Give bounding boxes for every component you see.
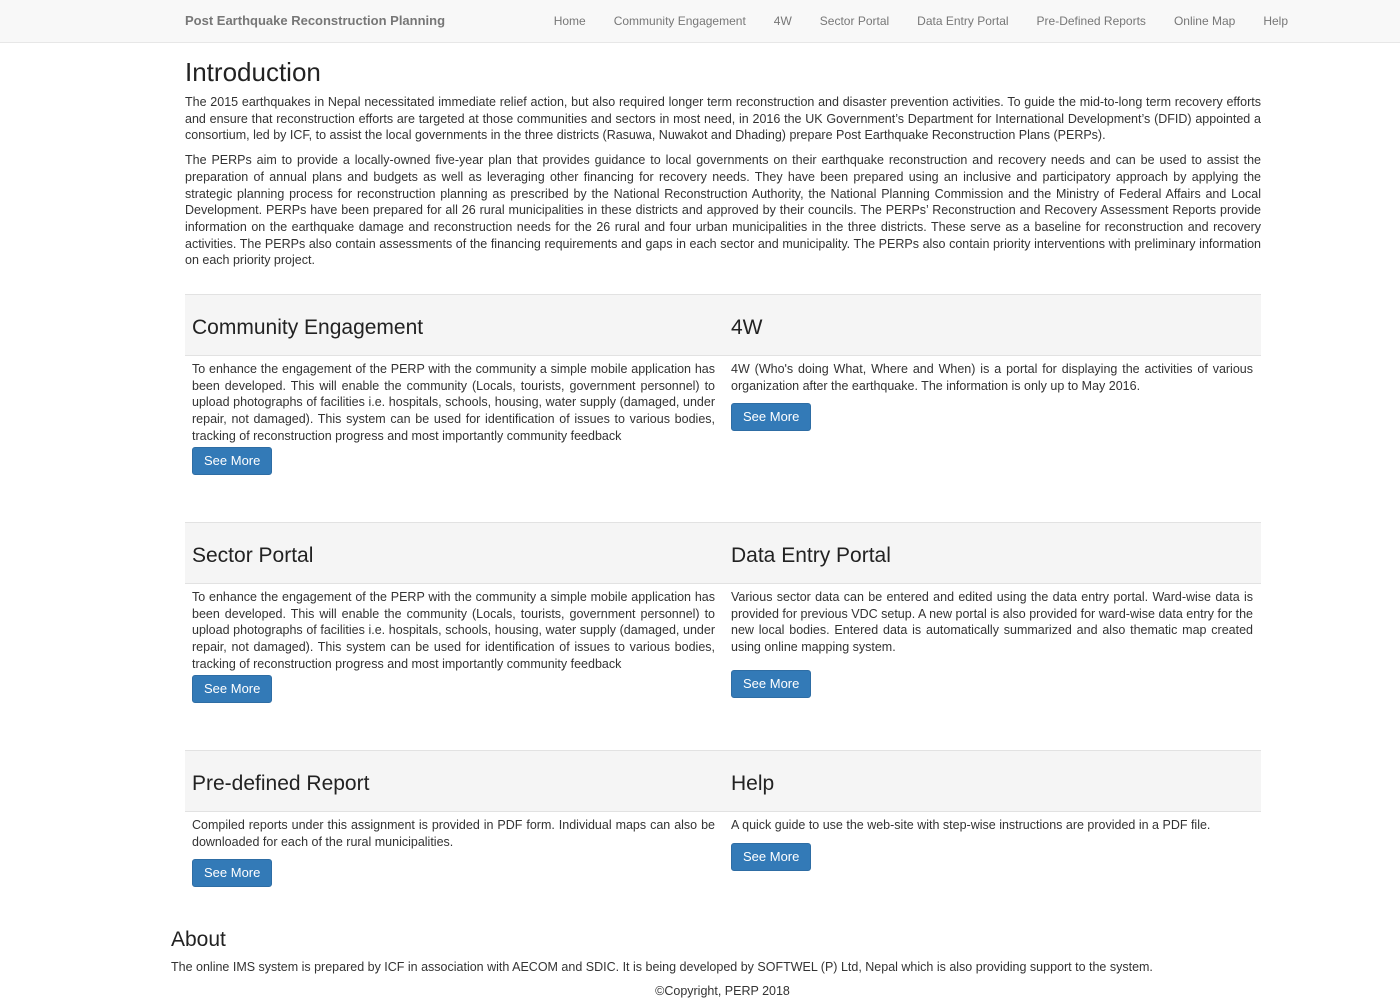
- community-engagement-see-more-button[interactable]: See More: [192, 447, 272, 475]
- sector-portal-panel: [192, 542, 715, 703]
- nav-item-sector-portal[interactable]: Sector Portal: [819, 14, 890, 28]
- community-engagement-title: Community Engagement: [192, 316, 424, 339]
- 4w-title: 4W: [731, 316, 763, 339]
- community-engagement-panel: [192, 314, 715, 475]
- data-entry-portal-panel: [731, 542, 1253, 698]
- data-entry-portal-text: Various sector data can be entered and edited using the data entry portal. Ward-wise data is provided for previous VDC setup. A new portal is also provided for ward-wise data entry for the new local bodies. Entered data is automatically summarized and also thematic map created using online mapping system.: [731, 590, 1253, 655]
- nav-item-help[interactable]: Help: [1263, 14, 1288, 28]
- sector-portal-text: To enhance the engagement of the PERP with the community a simple mobile application has been developed. This will enable the community (Locals, tourists, government personnel) to upload photographs of facilities i.e. hospitals, schools, housing, water supply (damaged, under repair, not damaged). This system can be used for identification of issues to various bodies, tracking of reconstruction progress and most importantly community feedback: [192, 590, 715, 671]
- sector-portal-title: Sector Portal: [192, 544, 314, 567]
- nav-item-pre-defined-reports[interactable]: Pre-Defined Reports: [1036, 14, 1146, 28]
- about-section: [171, 926, 1271, 975]
- pre-defined-report-text: Compiled reports under this assignment is provided in PDF form. Individual maps can also be downloaded for each of the rural municipalities.: [192, 818, 715, 849]
- intro-title: Introduction: [185, 57, 321, 87]
- main-nav: [554, 14, 1288, 28]
- 4w-text: 4W (Who's doing What, Where and When) is a portal for displaying the activities of various organization after the earthquake. The information is only up to May 2016.: [731, 362, 1253, 393]
- nav-item-data-entry-portal[interactable]: Data Entry Portal: [917, 14, 1009, 28]
- about-text: The online IMS system is prepared by ICF in association with AECOM and SDIC. It is being developed by SOFTWEL (P) Ltd, Nepal which is also providing support to the system.: [171, 960, 1153, 974]
- nav-item-home[interactable]: Home: [553, 14, 586, 28]
- 4w-see-more-button[interactable]: See More: [731, 403, 811, 431]
- data-entry-portal-title: Data Entry Portal: [731, 544, 891, 567]
- pre-defined-report-title: Pre-defined Report: [192, 772, 370, 795]
- data-entry-portal-see-more-button[interactable]: See More: [731, 670, 811, 698]
- help-text: A quick guide to use the web-site with step-wise instructions are provided in a PDF file.: [731, 818, 1211, 832]
- intro-section: [185, 55, 1261, 269]
- pre-defined-report-see-more-button[interactable]: See More: [192, 859, 272, 887]
- footer-copyright: ©Copyright, PERP 2018: [655, 984, 790, 998]
- help-see-more-button[interactable]: See More: [731, 843, 811, 871]
- about-title: About: [171, 928, 226, 951]
- help-title: Help: [731, 772, 775, 795]
- top-navbar: [0, 0, 1400, 43]
- nav-item-4w[interactable]: 4W: [773, 14, 792, 28]
- intro-paragraph-2: The PERPs aim to provide a locally-owned five-year plan that provides guidance to local governments on their earthquake reconstruction and recovery needs and can be used to assist the preparation of annual plans and budgets as well as leveraging other financing for recovery needs. They have been prepared using an inclusive and participatory approach by applying the strategic planning process for reconstruction planning as prescribed by the National Reconstruction Authority, the National Planning Commission and the Ministry of Federal Affairs and Local Development. PERPs have been prepared for all 26 rural municipalities in these districts and approved by their councils. The PERPs’ Reconstruction and Recovery Assessment Reports provide information on the earthquake damage and reconstruction needs for the 26 rural and four urban municipalities in the three districts. These serve as a baseline for reconstruction and recovery activities. The PERPs also contain assessments of the financing requirements and gaps in each sector and municipality. The PERPs also contain priority interventions with preliminary information on each priority project.: [185, 153, 1261, 268]
- intro-paragraph-1: The 2015 earthquakes in Nepal necessitated immediate relief action, but also required longer term reconstruction and disaster prevention activities. To guide the mid-to-long term recovery efforts and ensure that reconstruction efforts are targeted at those communities and sectors in most need, in 2016 the UK Government’s Department for International Development’s (DFID) appointed a consortium, led by ICF, to assist the local governments in the three districts (Rasuwa, Nuwakot and Dhading) prepare Post Earthquake Reconstruction Plans (PERPs).: [185, 95, 1261, 143]
- site-brand-link[interactable]: Post Earthquake Reconstruction Planning: [185, 13, 446, 28]
- help-panel: [731, 770, 1253, 871]
- nav-item-online-map[interactable]: Online Map: [1173, 14, 1236, 28]
- nav-item-community-engagement[interactable]: Community Engagement: [613, 14, 746, 28]
- sector-portal-see-more-button[interactable]: See More: [192, 675, 272, 703]
- community-engagement-text: To enhance the engagement of the PERP with the community a simple mobile application has been developed. This will enable the community (Locals, tourists, government personnel) to upload photographs of facilities i.e. hospitals, schools, housing, water supply (damaged, under repair, not damaged). This system can be used for identification of issues to various bodies, tracking of reconstruction progress and most importantly community feedback: [192, 362, 715, 443]
- pre-defined-report-panel: [192, 770, 715, 887]
- 4w-panel: [731, 314, 1253, 431]
